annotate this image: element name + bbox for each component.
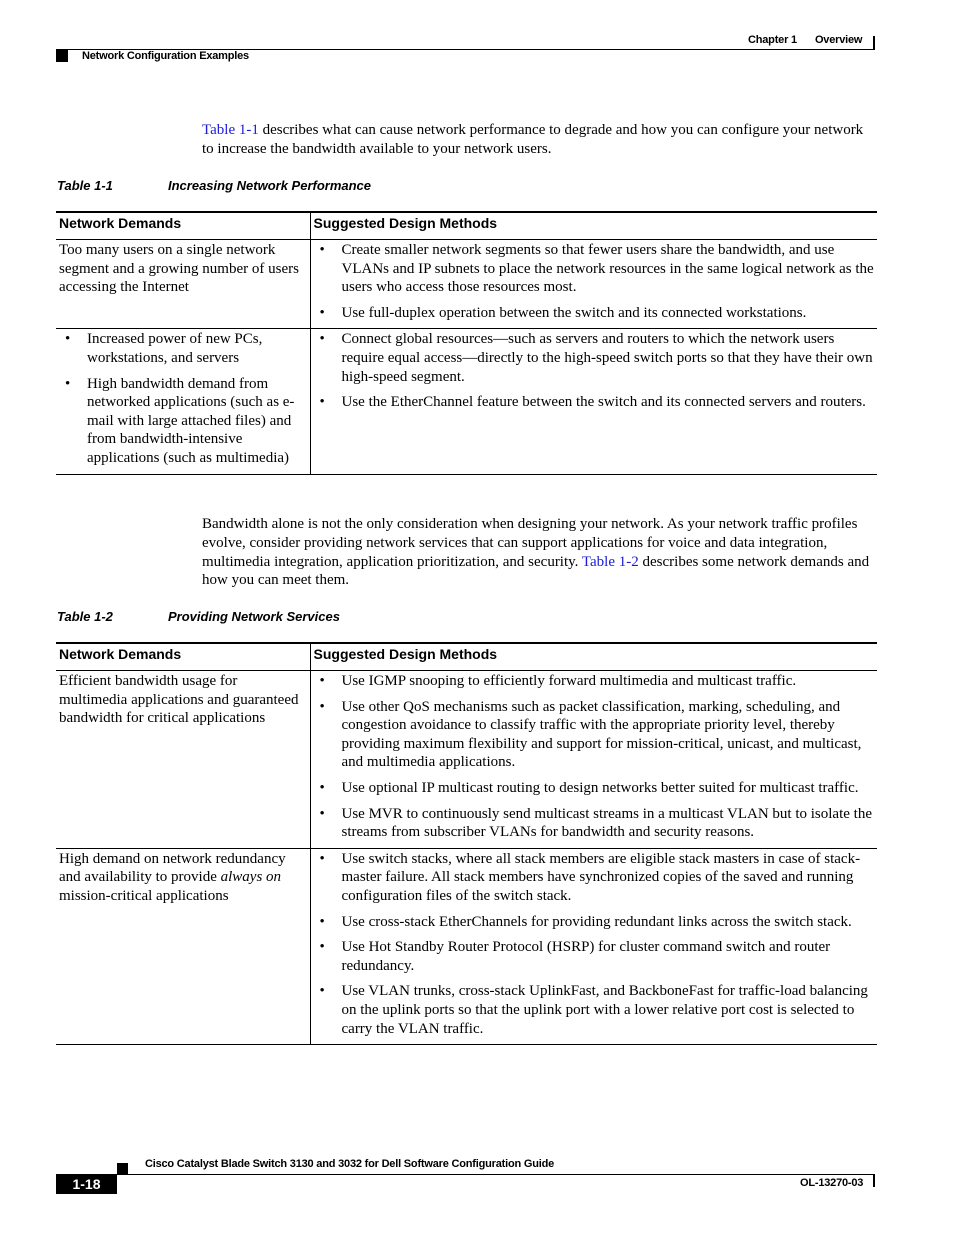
chapter-title: Overview bbox=[814, 34, 863, 46]
list-item: • Use cross-stack EtherChannels for providing redundant links across the switch stack. bbox=[319, 913, 852, 930]
methods-cell bbox=[310, 848, 877, 1044]
list-item: • Use IGMP snooping to efficiently forward multimedia and multicast traffic. bbox=[319, 673, 797, 689]
list-item: • Increased power of new PCs, workstations, and servers bbox=[65, 331, 263, 366]
list-item: • Connect global resources—such as servers and routers to which the network users require equal access—directly to the high-speed switch ports so that they have their own high-speed segment. bbox=[319, 331, 873, 385]
intro-paragraph bbox=[202, 121, 874, 159]
table-increasing-network-performance bbox=[56, 211, 877, 475]
list-item: • Use switch stacks, where all stack members are eligible stack masters in case of stack-master failure. All stack members have synchronized copies of the saved and running configuration files of the switch stack. bbox=[319, 850, 861, 904]
footer-marker-square bbox=[117, 1163, 128, 1174]
methods-cell bbox=[310, 329, 877, 474]
footer-book-title: Cisco Catalyst Blade Switch 3130 and 3032 for Dell Software Configuration Guide bbox=[145, 1158, 555, 1170]
list-item: • Use other QoS mechanisms such as packet classification, marking, scheduling, and congestion avoidance to classify traffic with the appropriate priority level, thereby providing maximum flexibility and support for mission-critical, unicast, and multicast, and multimedia applications. bbox=[319, 698, 862, 771]
methods-cell bbox=[310, 671, 877, 849]
table-1-2-link[interactable]: Table 1-2 bbox=[581, 553, 639, 570]
table-row bbox=[56, 671, 877, 849]
list-item: • Create smaller network segments so that fewer users share the bandwidth, and use VLANs and IP subnets to place the network resources in the same logical network as the users who access those resources most. bbox=[319, 242, 874, 296]
column-header-demands: Network Demands bbox=[56, 643, 310, 671]
table-1-2-caption bbox=[57, 609, 340, 624]
header-vertical-rule bbox=[873, 36, 875, 50]
emphasis-text: always on bbox=[220, 869, 282, 886]
list-item: • Use full-duplex operation between the switch and its connected workstations. bbox=[319, 304, 807, 321]
demand-cell: Too many users on a single network segment and a growing number of users accessing the Internet bbox=[56, 240, 310, 329]
paragraph-text: Bandwidth alone is not the only consideration when designing your network. As your network traffic profiles evolve, consider providing network services that can support applications for voice and data integration, multimedia integration, application prioritization, and security. bbox=[202, 516, 858, 570]
footer-vertical-rule bbox=[873, 1175, 875, 1187]
list-item: • Use optional IP multicast routing to design networks better suited for multicast traffic. bbox=[319, 779, 859, 796]
caption-title: Providing Network Services bbox=[168, 609, 340, 624]
table-1-1-caption bbox=[57, 178, 371, 193]
demand-cell: High demand on network redundancy and availability to provide always on mission-critical applications bbox=[56, 848, 310, 1044]
list-item: • High bandwidth demand from networked applications (such as e-mail with large attached files) and from bandwidth-intensive applications (such as multimedia) bbox=[65, 375, 295, 466]
column-header-demands: Network Demands bbox=[56, 212, 310, 240]
page-number: 1-18 bbox=[72, 1176, 101, 1192]
demand-cell: Efficient bandwidth usage for multimedia applications and guaranteed bandwidth for critical applications bbox=[56, 671, 310, 849]
table-header-row bbox=[56, 212, 877, 240]
table-row bbox=[56, 848, 877, 1044]
paragraph-text-after: describes some network demands and how you can meet them. bbox=[202, 553, 870, 589]
body-paragraph bbox=[202, 515, 874, 590]
intro-text: describes what can cause network performance to degrade and how you can configure your network to increase the bandwidth available to your network users. bbox=[202, 122, 864, 157]
table-1-1-link[interactable]: Table 1-1 bbox=[202, 122, 259, 138]
document-id: OL-13270-03 bbox=[800, 1177, 864, 1189]
footer-rule bbox=[117, 1174, 875, 1175]
list-item: • Use Hot Standby Router Protocol (HSRP) for cluster command switch and router redundancy. bbox=[319, 939, 831, 974]
table-row bbox=[56, 240, 877, 329]
list-item: • Use the EtherChannel feature between the switch and its connected servers and routers. bbox=[319, 394, 866, 411]
column-header-methods: Suggested Design Methods bbox=[310, 212, 877, 240]
methods-cell bbox=[310, 240, 877, 329]
running-header-section: Network Configuration Examples bbox=[82, 50, 249, 62]
column-header-methods: Suggested Design Methods bbox=[310, 643, 877, 671]
table-providing-network-services bbox=[56, 642, 877, 1045]
running-header-chapter bbox=[748, 34, 862, 46]
table-row bbox=[56, 329, 877, 474]
header-marker-square bbox=[56, 50, 68, 62]
caption-title: Increasing Network Performance bbox=[168, 178, 372, 193]
caption-number: Table 1-2 bbox=[57, 609, 113, 624]
demand-cell bbox=[56, 329, 310, 474]
list-item: • Use MVR to continuously send multicast streams in a multicast VLAN but to isolate the streams from subscriber VLANs for bandwidth and security reasons. bbox=[319, 805, 872, 841]
table-header-row bbox=[56, 643, 877, 671]
caption-number: Table 1-1 bbox=[57, 178, 113, 193]
chapter-number: Chapter 1 bbox=[748, 34, 797, 46]
list-item: • Use VLAN trunks, cross-stack UplinkFast, and BackboneFast for traffic-load balancing on the uplink ports so that the uplink port with a lower relative port cost is selected to carry the VLAN traffic. bbox=[319, 983, 868, 1037]
